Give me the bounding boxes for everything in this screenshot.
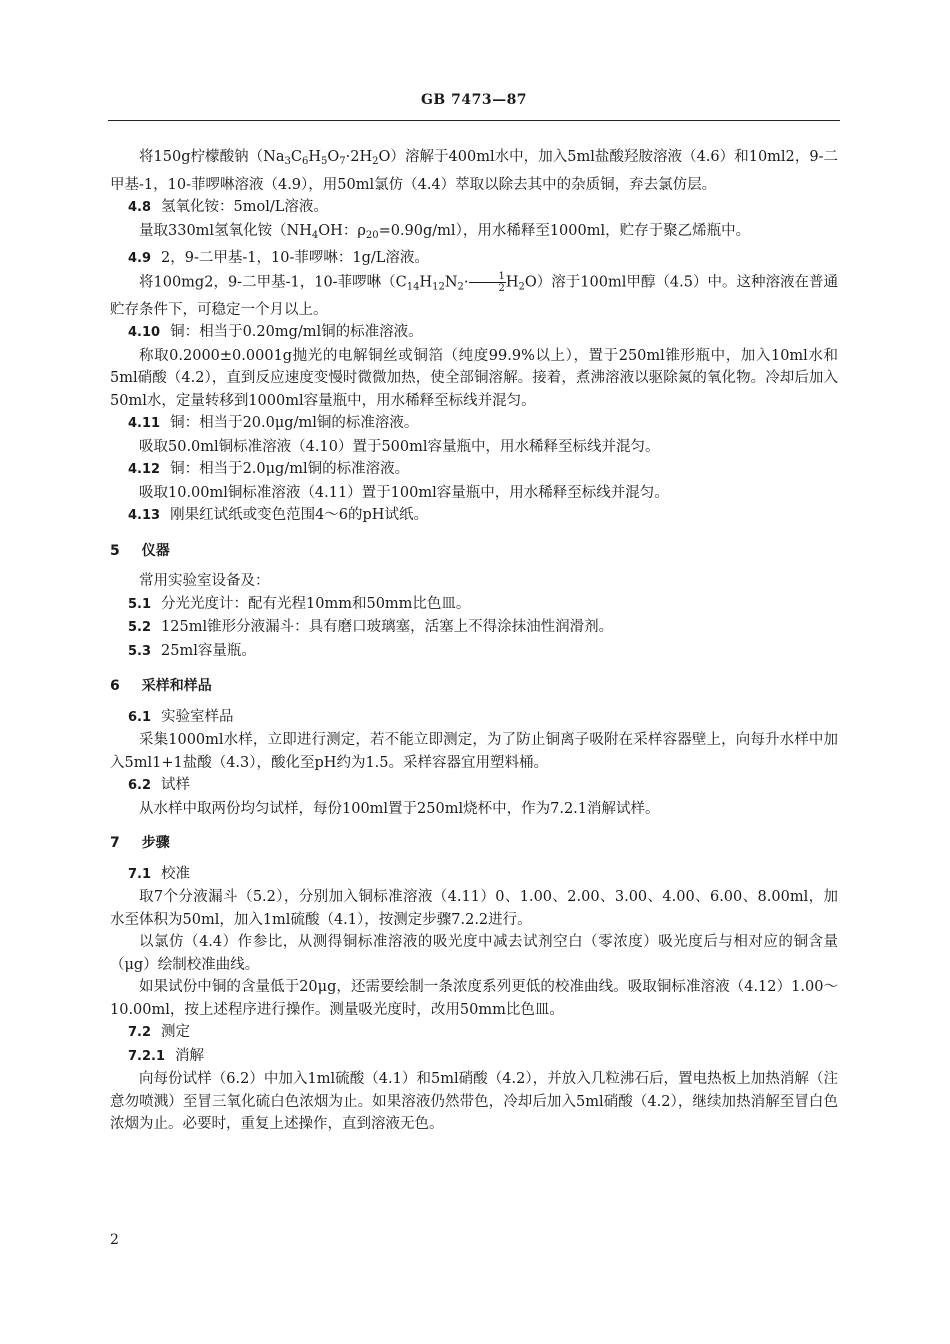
text-run: O）溶于100ml甲醇（4.5）中。这种溶液在普通贮存条件下，可稳定一个月以上。 [110,274,838,318]
clause-title: 分光光度计：配有光程10mm和50mm比色皿。 [161,595,471,612]
clause-number: 4.11 [128,416,161,431]
clause-number: 5.1 [128,596,152,612]
fraction-numerator: 1 [469,271,506,283]
paragraph-7-2-1-body: 向每份试样（6.2）中加入1ml硫酸（4.1）和5ml硝酸（4.2），并放入几粒沸石后，置电热板上加热消解（注意勿喷溅）至冒三氧化硫白色浓烟为止。如果溶液仍然带色，冷却后加入5ml硝酸（4.2），继续加热消解至冒白色浓烟为止。必要时，重复上述操作，直到溶液无色。 [110,1071,838,1132]
clause-title: 刚果红试纸或变色范围4～6的pH试纸。 [170,507,428,523]
clause-title: 铜：相当于2.0μg/ml铜的标准溶液。 [170,461,410,477]
subscript: 4 [311,229,319,241]
paragraph-4-7-body [110,146,838,196]
subscript: 12 [432,281,445,292]
clause-4-10 [110,321,838,345]
text-run: 将100mg2，9-二甲基-1，10-菲啰啉（C [139,274,407,290]
header-rule [108,120,840,121]
paragraph-7-1-body-3: 如果试份中铜的含量低于20μg，还需要绘制一条浓度系列更低的校准曲线。吸取铜标准溶液（4.12）1.00～10.00ml，按上述程序进行操作。测量吸光度时，改用50mm比色皿。 [110,979,838,1018]
clause-5-3 [110,640,838,664]
clause-title: 消解 [175,1047,205,1064]
clause-4-13 [110,504,838,528]
subscript: 3 [284,156,291,167]
clause-title: 25ml容量瓶。 [161,642,256,659]
clause-number: 4.12 [128,462,161,477]
clause-number: 4.9 [128,251,152,266]
clause-title: 校准 [161,865,191,882]
clause-6-1 [110,706,838,730]
clause-title: 试样 [161,777,191,793]
clause-7-1 [110,863,838,887]
text-run: H [505,274,519,290]
section-5-heading [110,540,838,563]
clause-4-11 [110,412,838,436]
text-run: 量取330ml氢氧化铵（NH [139,222,312,239]
fraction-denominator: 2 [498,282,505,294]
paragraph-7-1-body-1: 取7个分液漏斗（5.2），分别加入铜标准溶液（4.11）0、1.00、2.00、3.00、4.00、6.00、8.00ml，加水至体积为50ml，加入1ml硫酸（4.1），按测定步骤7.2.2进行。 [110,889,838,928]
clause-title: 测定 [161,1024,191,1040]
clause-number: 4.8 [128,200,152,215]
subscript: 20 [365,229,379,241]
paragraph-4-9-body [110,271,838,322]
section-title: 仪器 [141,542,170,559]
clause-number: 4.13 [128,508,161,523]
clause-6-2 [110,774,838,798]
text-run: =0.90g/ml），用水稀释至1000ml，贮存于聚乙烯瓶中。 [378,222,751,239]
subscript: 7 [339,156,346,167]
page-header [108,92,840,108]
paragraph-4-12-body: 吸取10.00ml铜标准溶液（4.11）置于100ml容量瓶中，用水稀释至标线并混匀。 [139,484,669,501]
text-run: C [290,149,302,165]
standard-code: GB 7473—87 [420,92,528,108]
section-number: 5 [110,542,120,559]
subscript: 2 [372,156,379,167]
clause-4-9 [110,247,838,271]
clause-number: 6.1 [128,709,152,725]
clause-number: 7.1 [128,866,152,882]
clause-4-12 [110,458,838,482]
fraction [469,271,506,294]
section-6-heading [110,675,838,698]
clause-title: 实验室样品 [161,708,234,725]
paragraph-4-8-body [110,220,838,248]
clause-number: 7.2 [128,1025,152,1040]
paragraph-5-body: 常用实验室设备及： [139,573,270,589]
clause-5-1 [110,593,838,617]
clause-number: 6.2 [128,778,152,793]
clause-number: 5.3 [128,643,152,659]
text-run: · [463,274,469,290]
clause-number: 7.2.1 [128,1048,166,1064]
clause-title: 铜：相当于20.0μg/ml铜的标准溶液。 [170,415,419,431]
subscript: 14 [406,281,420,292]
text-run: N [444,274,458,290]
clause-4-8 [110,196,838,220]
text-run: 将150g柠檬酸钠（Na [139,149,285,165]
section-title: 步骤 [141,835,170,851]
paragraph-7-1-body-2: 以氯仿（4.4）作参比，从测得铜标准溶液的吸光度中减去试剂空白（零浓度）吸光度后与相对应的铜含量（μg）绘制校准曲线。 [110,934,838,973]
text-run: H [308,149,321,165]
clause-5-2 [110,616,838,640]
clause-title: 125ml锥形分液漏斗：具有磨口玻璃塞，活塞上不得涂抹油性润滑剂。 [161,619,614,635]
paragraph-4-10-body: 称取0.2000±0.0001g抛光的电解铜丝或铜箔（纯度99.9%以上），置于250ml锥形瓶中，加入10ml水和5ml硝酸（4.2），直到反应速度变慢时微微加热，使全部铜溶解。接着，煮沸溶液以驱除氮的氧化物。冷却后加入50ml水，定量转移到1000ml容量瓶中，用水稀释至标线并混匀。 [110,347,838,409]
subscript: 2 [518,281,525,292]
paragraph-4-11-body: 吸取50.0ml铜标准溶液（4.10）置于500ml容量瓶中，用水稀释至标线并混匀。 [139,438,660,455]
text-run: ·2H [345,149,373,165]
section-number: 6 [110,678,120,694]
text-run: H [419,274,433,290]
clause-title: 2，9-二甲基-1，10-菲啰啉：1g/L溶液。 [161,250,429,266]
paragraph-6-2-body: 从水样中取两份均匀试样，每份100ml置于250ml烧杯中，作为7.2.1消解试样。 [139,800,660,817]
subscript: 5 [321,156,328,167]
section-number: 7 [110,835,120,851]
text-run: OH：ρ [318,222,366,239]
clause-title: 氢氧化铵：5mol/L溶液。 [161,199,328,215]
subscript: 2 [457,281,464,292]
subscript: 6 [301,156,309,167]
clause-number: 4.10 [128,325,161,340]
text-run: O [327,149,340,165]
clause-7-2 [110,1021,838,1045]
text-run: O）溶解于400ml水中，加入5ml盐酸羟胺溶液（4.6）和10ml2，9-二甲基-1，10-菲啰啉溶液（4.9），用50ml氯仿（4.4）萃取以除去其中的杂质铜，弃去氯仿层。 [110,149,838,193]
paragraph-6-1-body: 采集1000ml水样，立即进行测定，若不能立即测定，为了防止铜离子吸附在采样容器壁上，向每升水样中加入5ml1+1盐酸（4.3），酸化至pH约为1.5。采样容器宜用塑料桶。 [110,732,838,771]
section-7-heading [110,832,838,855]
clause-title: 铜：相当于0.20mg/ml铜的标准溶液。 [170,324,423,340]
clause-number: 5.2 [128,620,152,635]
clause-7-2-1 [110,1045,838,1069]
document-body [110,146,838,1136]
page-number: 2 [110,1232,119,1248]
section-title: 采样和样品 [141,678,212,694]
